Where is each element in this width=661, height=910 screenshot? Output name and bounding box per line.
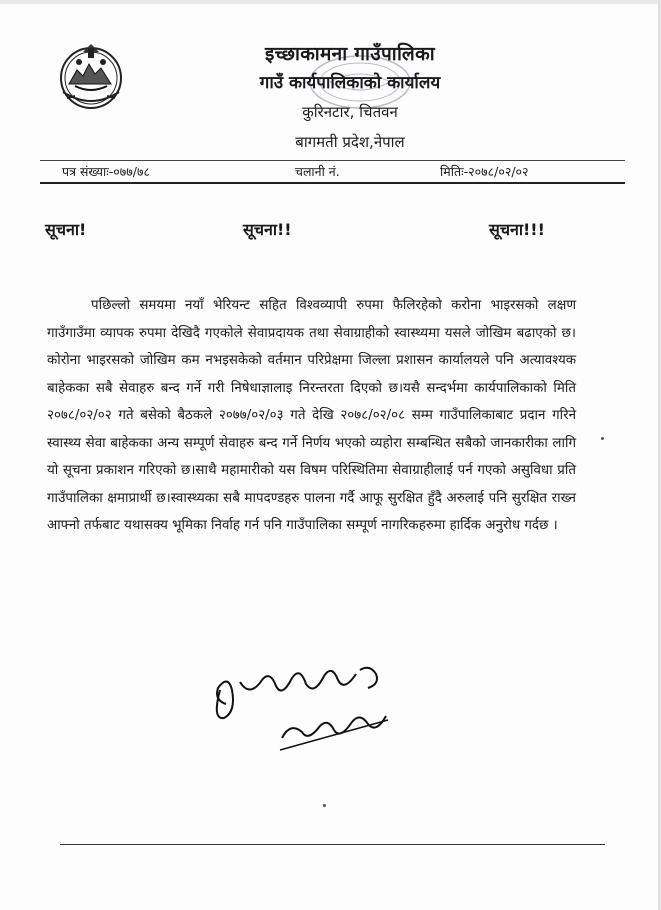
province-name: बागमती प्रदेश,नेपाल — [295, 133, 405, 151]
footer-line — [60, 844, 605, 845]
scan-speck — [323, 804, 326, 807]
notice-heading-3: सूचना!!! — [489, 220, 545, 239]
notice-heading-2: सूचना!! — [243, 220, 292, 239]
scan-edge-top — [0, 0, 661, 4]
reference-row — [40, 161, 625, 181]
organization-name: इच्छाकामना गाउँपालिका — [265, 43, 435, 65]
reference-line-bottom — [40, 182, 625, 184]
dispatch-number: चलानी नं. — [295, 164, 340, 179]
office-name: गाउँ कार्यपालिकाको कार्यालय — [259, 73, 441, 93]
handwritten-signature — [210, 660, 400, 760]
nepal-government-emblem-icon — [55, 40, 127, 112]
notice-body: पछिल्लो समयमा नयाँ भेरियन्ट सहित विश्वव्यापी रुपमा फैलिरहेको करोना भाइरसको लक्षण गाउँगाउँमा व्यापक रुपमा देखिदै गएकोले सेवाप्रदायक तथा सेवाग्राहीको स्वास्थ्यमा यसले जोखिम बढाएको छ।कोरोना भाइरसको जोखिम कम नभइसकेको वर्तमान परिप्रेक्षमा जिल्ला प्रशासन कार्यालयले पनि अत्यावश्यक बाहेकका सबै सेवाहरु बन्द गर्ने गरी निषेधाज्ञालाइ निरन्तरता दिएको छ।यसै सन्दर्भमा कार्यपालिकाको मिति २०७८/०२/०२ गते बसेको बैठकले २०७७/०२/०३ गते देखि २०७८/०२/०८ सम्म गाउँपालिकाबाट प्रदान गरिने स्वास्थ्य सेवा बाहेकका अन्य सम्पूर्ण सेवाहरु बन्द गर्ने निर्णय भएको व्यहोरा सम्बन्धित सबैको जानकारीका लागि यो सूचना प्रकाशन गरिएको छ।साथै महामारीको यस विषम परिस्थितिमा सेवाग्राहीलाई पर्न गएको असुविधा प्रति गाउँपालिका क्षमाप्रार्थी छ।स्वास्थ्यका सबै मापदण्डहरु पालना गर्दै आफू सुरक्षित हुँदै अरुलाई पनि सुरक्षित राख्न आफ्नो तर्फबाट यथासक्य भूमिका निर्वाह गर्न पनि गाउँपालिका सम्पूर्ण नागरिकहरुमा हार्दिक अनुरोध गर्दछ । — [47, 298, 576, 533]
letter-date: मितिः-२०७८/०२/०२ — [440, 164, 529, 179]
letter-number: पत्र संख्याः-०७७/७८ — [62, 164, 150, 179]
scan-speck — [601, 437, 604, 440]
notice-heading-1: सूचना! — [45, 220, 87, 239]
office-location: कुरिनटार, चितवन — [302, 103, 398, 121]
